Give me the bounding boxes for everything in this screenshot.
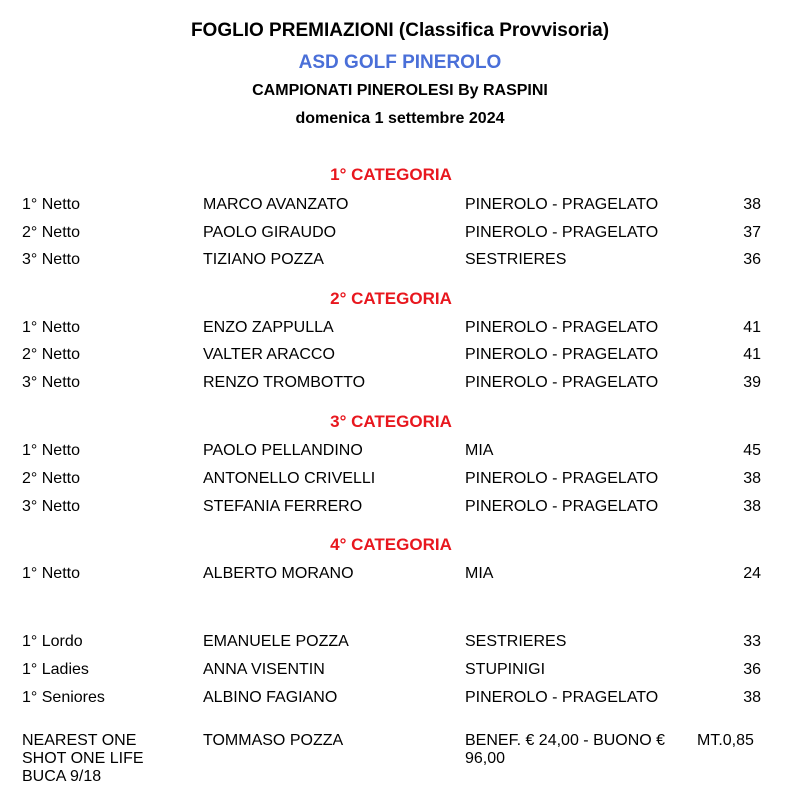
player-score: 37 xyxy=(743,224,761,241)
nearest-winner-name: TOMMASO POZZA xyxy=(203,732,344,749)
player-score: 38 xyxy=(743,196,761,213)
result-row xyxy=(0,251,800,273)
special-prize-row xyxy=(0,633,800,655)
player-name: ANTONELLO CRIVELLI xyxy=(203,470,376,487)
player-name: RENZO TROMBOTTO xyxy=(203,374,366,391)
prize-label: 2° Netto xyxy=(22,346,80,363)
nearest-distance: MT.0,85 xyxy=(697,732,754,749)
player-name: MARCO AVANZATO xyxy=(203,196,349,213)
player-club: PINEROLO - PRAGELATO xyxy=(465,498,659,515)
player-club: PINEROLO - PRAGELATO xyxy=(465,470,659,487)
category-title: 3° CATEGORIA xyxy=(330,412,452,431)
player-name: TIZIANO POZZA xyxy=(203,251,324,268)
prize-label: 1° Lordo xyxy=(22,633,83,650)
player-club: PINEROLO - PRAGELATO xyxy=(465,224,659,241)
player-club: PINEROLO - PRAGELATO xyxy=(465,346,659,363)
player-score: 39 xyxy=(743,374,761,391)
player-club: PINEROLO - PRAGELATO xyxy=(465,196,659,213)
player-club: PINEROLO - PRAGELATO xyxy=(465,689,659,706)
prize-label: 3° Netto xyxy=(22,374,80,391)
player-name: PAOLO GIRAUDO xyxy=(203,224,337,241)
result-row xyxy=(0,319,800,341)
player-score: 45 xyxy=(743,442,761,459)
player-name: STEFANIA FERRERO xyxy=(203,498,363,515)
special-prize-row xyxy=(0,689,800,711)
prize-label: 3° Netto xyxy=(22,251,80,268)
document-title: FOGLIO PREMIAZIONI (Classifica Provvisoria) xyxy=(190,20,610,41)
prize-label: 1° Ladies xyxy=(22,661,89,678)
player-name: EMANUELE POZZA xyxy=(203,633,349,650)
prize-label: 1° Seniores xyxy=(22,689,105,706)
prize-label: 2° Netto xyxy=(22,470,80,487)
result-row xyxy=(0,224,800,246)
player-name: ALBINO FAGIANO xyxy=(203,689,338,706)
player-score: 24 xyxy=(743,565,761,582)
player-name: ALBERTO MORANO xyxy=(203,565,354,582)
player-name: PAOLO PELLANDINO xyxy=(203,442,363,459)
event-date: domenica 1 settembre 2024 xyxy=(295,110,505,127)
category-title: 1° CATEGORIA xyxy=(330,165,452,184)
special-prize-row xyxy=(0,661,800,683)
player-score: 41 xyxy=(743,346,761,363)
prize-label: 1° Netto xyxy=(22,196,80,213)
prize-label: 2° Netto xyxy=(22,224,80,241)
result-row xyxy=(0,374,800,396)
player-club: PINEROLO - PRAGELATO xyxy=(465,319,659,336)
club-name: ASD GOLF PINEROLO xyxy=(298,52,502,73)
prize-label: 3° Netto xyxy=(22,498,80,515)
nearest-prize-label: NEAREST ONE SHOT ONE LIFE BUCA 9/18 xyxy=(22,732,144,785)
player-club: SESTRIERES xyxy=(465,251,567,268)
nearest-reward: BENEF. € 24,00 - BUONO € 96,00 xyxy=(465,732,666,767)
player-score: 38 xyxy=(743,498,761,515)
event-name: CAMPIONATI PINEROLESI By RASPINI xyxy=(252,82,548,99)
category-title: 4° CATEGORIA xyxy=(330,535,452,554)
player-score: 38 xyxy=(743,470,761,487)
category-title: 2° CATEGORIA xyxy=(330,289,452,308)
result-row xyxy=(0,196,800,218)
player-club: MIA xyxy=(465,442,494,459)
player-club: PINEROLO - PRAGELATO xyxy=(465,374,659,391)
result-row xyxy=(0,565,800,587)
result-row xyxy=(0,442,800,464)
player-club: MIA xyxy=(465,565,494,582)
result-row xyxy=(0,346,800,368)
player-score: 41 xyxy=(743,319,761,336)
player-name: ANNA VISENTIN xyxy=(203,661,325,678)
player-name: ENZO ZAPPULLA xyxy=(203,319,334,336)
player-score: 38 xyxy=(743,689,761,706)
player-club: SESTRIERES xyxy=(465,633,567,650)
prize-label: 1° Netto xyxy=(22,319,80,336)
player-name: VALTER ARACCO xyxy=(203,346,335,363)
player-score: 36 xyxy=(743,661,761,678)
result-row xyxy=(0,498,800,520)
player-club: STUPINIGI xyxy=(465,661,546,678)
player-score: 36 xyxy=(743,251,761,268)
prize-label: 1° Netto xyxy=(22,565,80,582)
player-score: 33 xyxy=(743,633,761,650)
result-row xyxy=(0,470,800,492)
prize-label: 1° Netto xyxy=(22,442,80,459)
